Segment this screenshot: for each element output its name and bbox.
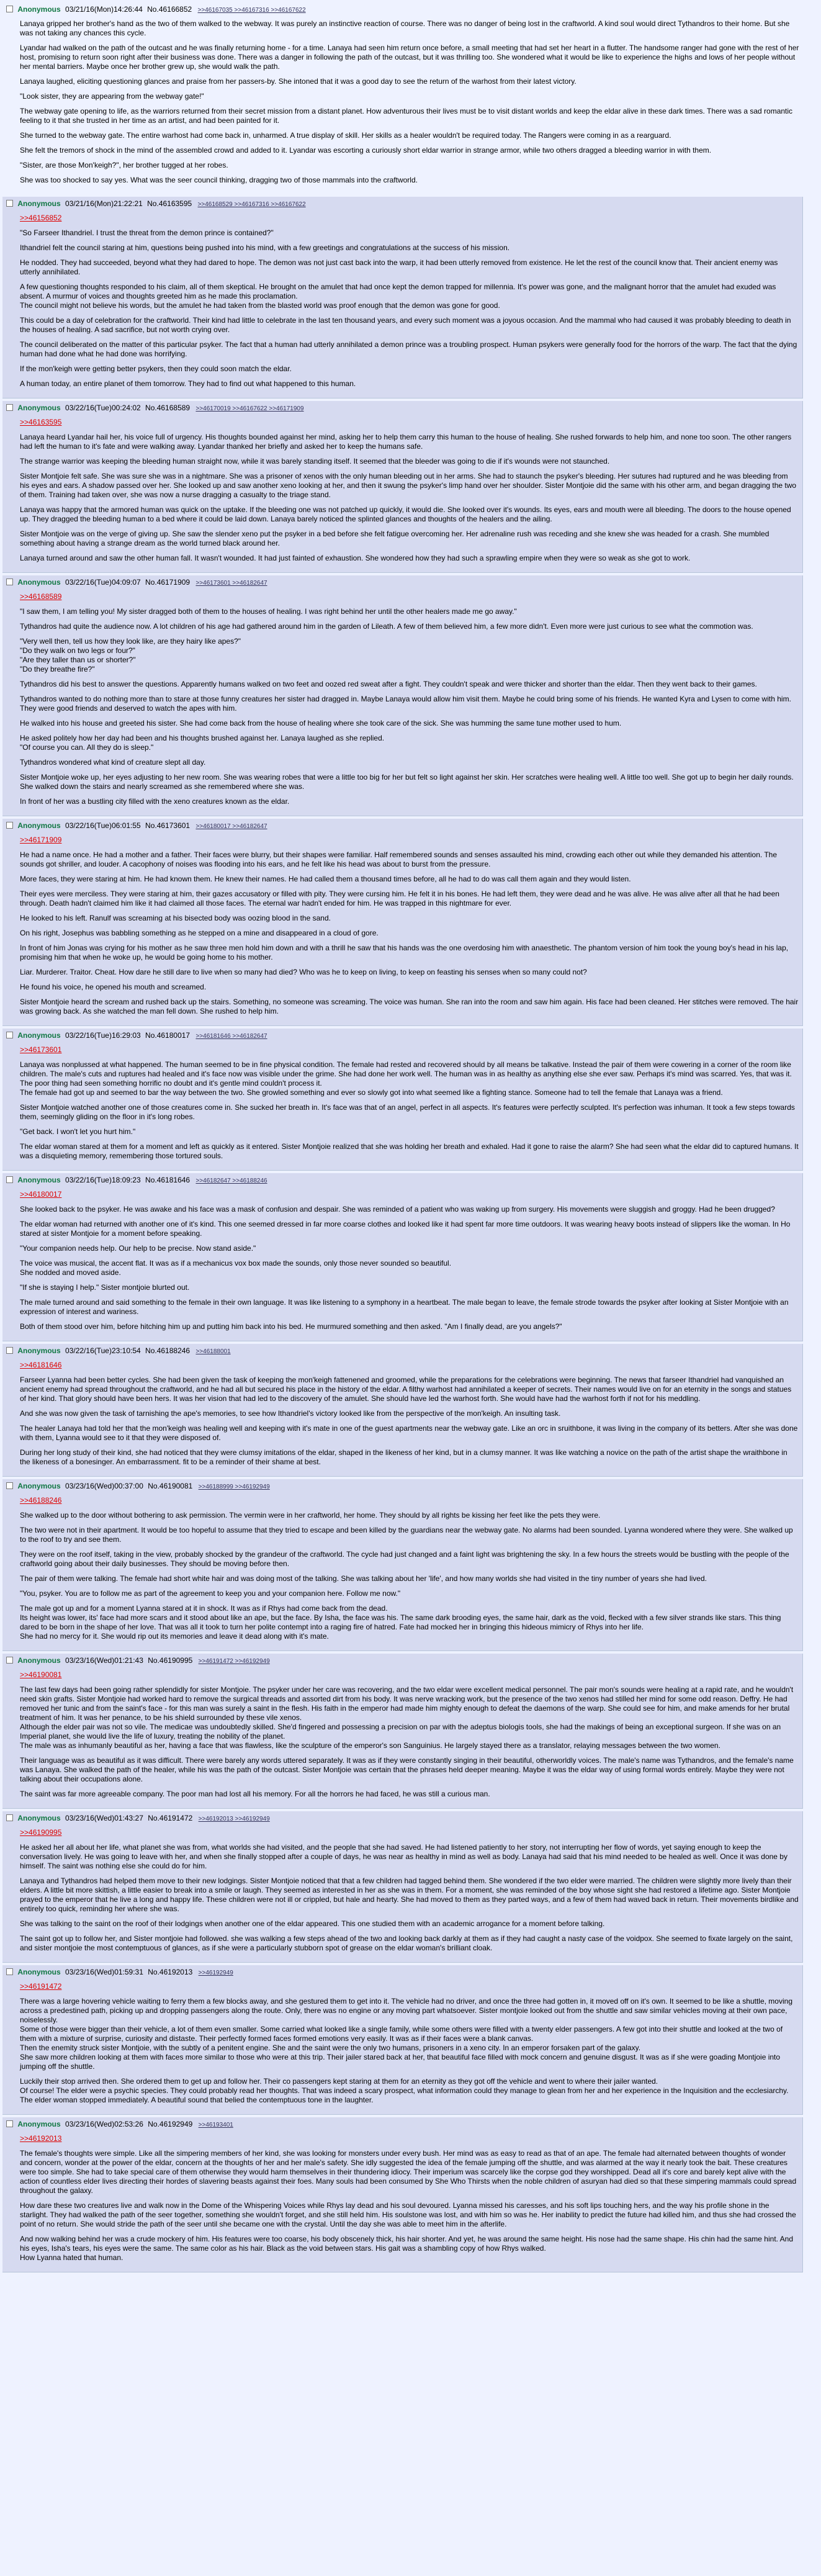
post-paragraph: Lanaya and Tythandros had helped them move to their new lodgings. Sister Montjoie noticed that that a few children had tagged behind them. She wondered if the two elder were married. The children were slightly more lively than their elders. A little bit more skittish, a little easier to break into a smile or laugh. They seemed as interested in her as she was in them. For a moment, she was reminded of the boy whose sight she had restored a lifetime ago. Sister Montjoie prayed to the emperor that he live a long and happy life. These children were not ill or crippled, but hale and hearty. She had moved to them as they parted ways, and a few of them had waved back in return. Their movements birdlike and entirely too quick, reminding her where she was. — [20, 1876, 799, 1913]
post-paragraph: "Very well then, tell us how they look like, are they hairy like apes?" "Do they walk on two legs or four?" "Are they taller than us or shorter?" "Do they breathe fire?" — [20, 637, 241, 673]
post-select-checkbox[interactable] — [6, 822, 13, 829]
post-paragraph: Lanaya was nonplussed at what happened. The human seemed to be in fine physical condition. The female had rested and recovered should by all means be talkative. Instead the pair of them were cowering in a corner of the room like children. The male's cuts and ruptures had healed and it's face now was visible under the grime. She had done her work well. The human was in as healthy as anything else she ever saw. Perhaps it's mind was scarred. Yes, that was it. The poor thing had seen something horrific no doubt and it's gentle mind couldn't process it. The female had got up and seemed to bar the way between the two. She growled something and ever so slowly got into what seemed like a fighting stance. Someone had to tell the female that Lanaya was a friend. — [20, 1060, 792, 1097]
post-number-link[interactable]: No.46191472 — [148, 1814, 193, 1822]
post-number-link[interactable]: No.46166852 — [147, 5, 192, 14]
post-datetime: 03/21/16(Mon)21:22:21 — [65, 199, 143, 208]
post-select-checkbox[interactable] — [6, 6, 13, 12]
post-paragraph: She looked back to the psyker. He was awake and his face was a mask of confusion and despair. She was reminded of a patient who was waking up from surgery. His movements were sluggish and groggy. Had he been drugged? — [20, 1205, 775, 1214]
post-datetime: 03/23/16(Wed)02:53:26 — [65, 2120, 143, 2128]
post-select-checkbox[interactable] — [6, 1347, 13, 1354]
post-number-link[interactable]: No.46192949 — [148, 2120, 193, 2128]
post-message — [20, 2134, 799, 2263]
post-paragraph: Sister Montjoie was on the verge of giving up. She saw the slender xeno put the psyker in a bed before she felt fatigue overcoming her. Her adrenaline rush was receding and she knew she was headed for a crash. She mumbled something about having a strange dream as the world turned black around her. — [20, 529, 769, 547]
poster-name: Anonymous — [17, 1346, 61, 1355]
post-header — [6, 4, 799, 16]
post-number-link[interactable]: No.46181646 — [145, 1176, 191, 1184]
post — [2, 2, 803, 194]
post-select-checkbox[interactable] — [6, 2120, 13, 2127]
post-paragraph: The last few days had been going rather splendidly for sister Montjoie. The psyker under her care was recovering, and the two eldar were excellent medical personnel. The pair mon's sounds were healing at a rapid rate, and he wouldn't need skin grafts. Sister Montjoie had worked hard to remove the surgical threads and assorted dirt from his body. It was nerve wracking work, but the presence of the two xenos had stilled her mind for some odd reason. Deffry. He had removed her tunic and from the saint's face - for this man was surely a saint in the flesh. His faith in the emperor had made him mighty enough to defeat the daemons of the warp. She could see for him, and make amends for her brutal treatment of him. It was her penance, to be his shield surrounded by these vile xenos. Although the elder pair was not so vile. The medicae was undoubtedly skilled. She'd fingered and possessing a precision on par with the adeptus biologis tools, she had the makings of being an exceptional surgeon. If she was on an Imperial planet, she would live the life of luxury, treating the nobility of the planet. The male was as inhumanly beautiful as her, having a face that was flawless, like the sculpture of the emperor's son Sanguinius. He largely stayed there as a translator, relaying messages between the two women. — [20, 1685, 794, 1750]
post-quote-link[interactable]: >>46188246 — [20, 1496, 62, 1505]
post-paragraph: Tythandros wondered what kind of creature slept all day. — [20, 758, 206, 767]
post-quote-link[interactable]: >>46180017 — [20, 1190, 62, 1199]
poster-name: Anonymous — [17, 403, 61, 412]
post-paragraph: "You, psyker. You are to follow me as part of the agreement to keep you and your companion here. Follow me now." — [20, 1589, 401, 1598]
post-select-checkbox[interactable] — [6, 1814, 13, 1821]
post-backlinks[interactable]: >>46180017 >>46182647 — [195, 823, 267, 830]
post-backlinks[interactable]: >>46173601 >>46182647 — [195, 580, 267, 587]
post — [2, 1344, 803, 1477]
post-paragraph: The healer Lanaya had told her that the mon'keigh was healing well and keeping with it's mate in one of the guest apartments near the webway gate. Like an orc in sruithbone, it was living in the company of its betters. After she was done with them, Lyanna would see to it that they were disposed of. — [20, 1424, 798, 1442]
post-datetime: 03/21/16(Mon)14:26:44 — [65, 5, 143, 14]
post-paragraph: During her long study of their kind, she had noticed that they were clumsy imitations of the eldar, shaped in the likeness of her kind, but in a clumsy manner. It was like watching a novice on the path of the artist shape the wraithbone in the likeness of a bonesinger. An embarrassment. fit to be a reminder of their shame at best. — [20, 1448, 787, 1466]
post-paragraph: The two were not in their apartment. It would be too hopeful to assume that they tried to escape and been killed by the guardians near the webway gate. No alarms had been sounded. Lyanna wondered where they were. She walked up to the roof to try and see them. — [20, 1526, 793, 1544]
post-header — [6, 1346, 799, 1357]
post-paragraph: She was talking to the saint on the roof of their lodgings when another one of the eldar appeared. This one studied them with an academic arrogance for a moment before talking. — [20, 1919, 605, 1928]
poster-name: Anonymous — [17, 1968, 61, 1976]
post-message — [20, 1496, 799, 1641]
post-paragraph: A human today, an entire planet of them tomorrow. They had to find out what happened to this human. — [20, 379, 356, 388]
post-backlinks[interactable]: >>46192013 >>46192949 — [198, 1816, 270, 1822]
post-quote-link[interactable]: >>46173601 — [20, 1045, 62, 1054]
poster-name: Anonymous — [17, 2120, 61, 2128]
post-paragraph: In front of her was a bustling city filled with the xeno creatures known as the eldar. — [20, 797, 290, 806]
post-select-checkbox[interactable] — [6, 1176, 13, 1183]
post — [2, 575, 803, 816]
post — [2, 2117, 803, 2272]
post-number-link[interactable]: No.46168589 — [145, 403, 191, 412]
post — [2, 1654, 803, 1809]
post-paragraph: A few questioning thoughts responded to his claim, all of them skeptical. He brought on the amulet that had once kept the demon trapped for millennia. It's power was gone, and the malignant horror that the amulet had exuded was absent. A murmur of voices and thoughts greeted him as he made this proclamation. The council might not believe his words, but the amulet he had taken from the blasted world was proof enough that the demon was gone for good. — [20, 282, 776, 310]
post-paragraph: In front of him Jonas was crying for his mother as he saw three men hold him down and with a thrill he saw that his hands was the one overdosing him with anaesthetic. The phantom version of him took the young boy's head in his lap, promising him that when he woke up, he would be going home to his mother. — [20, 943, 789, 961]
poster-name: Anonymous — [17, 5, 61, 14]
post-select-checkbox[interactable] — [6, 1657, 13, 1664]
post-paragraph: The webway gate opening to life, as the warriors returned from their secret mission from a distant planet. How adventurous their lives must be to visit distant worlds and keep the eldar alive in these dark times. There was a sad romantic feeling to it that she trusted in her time as an artist, and had been painted for it. — [20, 107, 793, 125]
post-message — [20, 1045, 799, 1161]
poster-name: Anonymous — [17, 1031, 61, 1040]
post — [2, 1479, 803, 1651]
post-header — [6, 403, 799, 414]
post-paragraph: Lanaya gripped her brother's hand as the two of them walked to the webway. It was purely an instinctive reaction of course. There was no danger of being lost in the craftworld. A kind soul would direct Tythandros to their home. But she was not taking any chances this cycle. — [20, 19, 790, 37]
post-datetime: 03/22/16(Tue)18:09:23 — [65, 1176, 141, 1184]
post-paragraph: He found his voice, he opened his mouth and screamed. — [20, 983, 207, 991]
poster-name: Anonymous — [17, 1656, 61, 1665]
post-message — [20, 19, 799, 185]
post-paragraph: The saint was far more agreeable company. The poor man had lost all his memory. For all the horrors he had faced, he was still a curious man. — [20, 1790, 490, 1798]
post-header — [6, 577, 799, 588]
post-datetime: 03/22/16(Tue)06:01:55 — [65, 821, 141, 830]
post-number-link[interactable]: No.46188246 — [145, 1346, 191, 1355]
post-datetime: 03/22/16(Tue)00:24:02 — [65, 403, 141, 412]
post-header — [6, 199, 799, 210]
post-number-link[interactable]: No.46190995 — [148, 1656, 193, 1665]
post-backlinks[interactable]: >>46188001 — [195, 1348, 231, 1355]
post-paragraph: How dare these two creatures live and walk now in the Dome of the Whispering Voices while Rhys lay dead and his soul devoured. Lyanna missed his caresses, and his soft lips touching hers, and the way his profile shone in the starlight. They had walked the path of the seer together, something she wouldn't forget, and she still held him. His soulstone was lost, and with him so was he. Her inability to predict the future had killed him, and thus she had crossed the point of no return. She would stride the path of the seer until she became one with the crystal. Until the day she was able to meet him in the afterlife. — [20, 2201, 796, 2228]
post-paragraph: Sister Montjoie woke up, her eyes adjusting to her new room. She was wearing robes that were a little too big for her but felt so light against her skin. Her scratches were healing well. A little too well. She got up to begin her daily rounds. She walked down the stairs and nearly screamed as she remembered where she was. — [20, 773, 794, 791]
post-select-checkbox[interactable] — [6, 200, 13, 207]
post-number-link[interactable]: No.46192013 — [148, 1968, 193, 1976]
post-header — [6, 1813, 799, 1824]
post-paragraph: The eldar woman had returned with another one of it's kind. This one seemed dressed in far more coarse clothes and looked like it had spent far more time outdoors. It was wearing heavy boots instead of slippers like the woman. In Ho stared at sister Montjoie for a moment before speaking. — [20, 1220, 791, 1238]
poster-name: Anonymous — [17, 578, 61, 587]
post-quote-link[interactable]: >>46163595 — [20, 418, 62, 426]
post-backlinks[interactable]: >>46182647 >>46188246 — [195, 1178, 267, 1184]
post-paragraph: And she was now given the task of tarnishing the ape's memories, to see how Ithandriel's victory looked like from the perspective of the mon'keigh. An insulting task. — [20, 1409, 561, 1418]
post-number-link[interactable]: No.46173601 — [145, 821, 191, 830]
post-header — [6, 2119, 799, 2130]
post-message — [20, 1670, 799, 1799]
post-paragraph: "I saw them, I am telling you! My sister dragged both of them to the houses of healing. I was right behind her until the other healers made me go away." — [20, 607, 517, 616]
post-paragraph: "Sister, are those Mon'keigh?", her brother tugged at her robes. — [20, 161, 228, 169]
post — [2, 1029, 803, 1171]
post — [2, 1173, 803, 1341]
post-paragraph: Farseer Lyanna had been better cycles. She had been given the task of keeping the mon'keigh fattenened and groomed, while the preparations for the celebrations were beginning. The news that farseer Ithandriel had vanquished an ancient enemy had spread throughout the craftworld, and he had all but secured his place in the history of the eldar. A filthy warhost had annihilated a keeper of secrets. Their names would live on for an eternity in the songs and statues of her kind. That glory should have been hers. It was her vision that had led to the discovery of the amulet. She should have led the warhost forth. She would have had the warhost forth if not for his meddling. — [20, 1376, 792, 1403]
post-paragraph: And now walking behind her was a crude mockery of him. His features were too coarse, his body obscenely thick, his hair shorter. And yet, he was around the same height. His nose had the same shape. His chin had the same hint. And his eyes, Isha's tears, his eyes were the same. The same color as his hair. Black as the void between stars. His gait was a shambling copy of how Rhys walked. How Lyanna hated that human. — [20, 2235, 794, 2262]
post-paragraph: Sister Montjoie felt safe. She was sure she was in a nightmare. She was a prisoner of xenos with the only human bleeding out in her arms. She had to staunch the psyker's bleeding. Her sutures had ruptured and he was bleeding from his eyes and ears. A shadow passed over her. She looked up and saw another xeno looking at her, and then it swung the psyker's limp hand over her shoulder. Sister Montjoie did the same with his other arm, and began dragging the two of them. Training had taken over, she was now a nurse dragging a casualty to the triage stand. — [20, 472, 797, 499]
post-paragraph: Tythandros had quite the audience now. A lot children of his age had gathered around him in the garden of Lileath. A few of them believed him, a few more didn't. Even more were just curious to see what the commotion was. — [20, 622, 753, 631]
post-paragraph: The male turned around and said something to the female in their own language. It was like listening to a symphony in a heartbeat. The male began to leave, the female strode towards the psyker after looking at Sister Montjoie with an expression of interest and wariness. — [20, 1298, 789, 1316]
post-number-link[interactable]: No.46180017 — [145, 1031, 191, 1040]
poster-name: Anonymous — [17, 1482, 61, 1490]
post-quote-link[interactable]: >>46168589 — [20, 592, 62, 601]
post-header — [6, 821, 799, 832]
post-paragraph: She turned to the webway gate. The entire warhost had come back in, unharmed. A true display of skill. Her skills as a healer wouldn't be required today. The Rangers were coming in as a rearguard. — [20, 131, 671, 140]
post-paragraph: Luckily their stop arrived then. She ordered them to get up and follow her. Their co passengers kept staring at them for an eternity as they got off the vehicle and went to where their jailer wanted. Of course! The elder were a psychic species. They could probably read her thoughts. That was indeed a scary prospect, what information could they manage to glean from her and her experience in the Inquisition and the ecclesiarchy. The elder woman stopped immediately. A beautiful sound that belied the contemptuous tone in the laughter. — [20, 2077, 789, 2104]
post-backlinks[interactable]: >>46188999 >>46192949 — [198, 1484, 270, 1490]
post-paragraph: He walked into his house and greeted his sister. She had come back from the house of healing where she took care of the sick. She was humming the same tune mother used to hum. — [20, 719, 622, 727]
post-paragraph: The pair of them were talking. The female had short white hair and was doing most of the talking. She was talking about her 'life', and how many worlds she had visited in the tiny number of years she had lived. — [20, 1574, 707, 1583]
post-quote-link[interactable]: >>46181646 — [20, 1361, 62, 1369]
post-paragraph: Tythandros wanted to do nothing more than to stare at those funny creatures her sister had dragged in. Maybe Lanaya would allow him visit them. Maybe he could bring some of his friends. He wanted Kyra and Lysen to come with him. They were good friends and deserved to watch the apes with him. — [20, 695, 791, 713]
post-paragraph: She walked up to the door without bothering to ask permission. The vermin were in her craftworld, her home. They should by all rights be kissing her feet like the pets they were. — [20, 1511, 601, 1520]
post-paragraph: Sister Montjoie heard the scream and rushed back up the stairs. Something, no someone was screaming. The voice was human. She ran into the room and saw him again. His face had been cleaned. Her stitches were removed. The hair was growing back. As she watched the man fell down. She rushed to help him. — [20, 998, 799, 1016]
post-paragraph: Lanaya laughed, eliciting questioning glances and praise from her passers-by. She intoned that it was a good day to see the return of the warhost from their latest victory. — [20, 77, 576, 86]
post-message — [20, 418, 799, 563]
post-paragraph: The eldar woman stared at them for a moment and left as quickly as it entered. Sister Montjoie realized that she was holding her breath and exhaled. Had it gone to raise the alarm? She had seen what the eldar did to captured humans. It was a disquieting memory, remembering those tortured souls. — [20, 1142, 799, 1160]
post-message — [20, 1190, 799, 1331]
post-paragraph: Lanaya heard Lyandar hail her, his voice full of urgency. His thoughts bounded against her mind, asking her to help them carry this human to the house of healing. She rushed forwards to help him, and none too soon. The other rangers had left the human to it's fate and were walking away. Lyandar thanked her briefly and asked her to keep the humans safe. — [20, 433, 792, 451]
poster-name: Anonymous — [17, 821, 61, 830]
post-backlinks[interactable]: >>46170019 >>46167622 >>46171909 — [195, 405, 304, 412]
post-paragraph: Both of them stood over him, before hitching him up and putting him back into his bed. He murmured something and then asked. "Am I finally dead, are you angels?" — [20, 1322, 562, 1331]
post-datetime: 03/22/16(Tue)04:09:07 — [65, 578, 141, 587]
post-paragraph: The saint got up to follow her, and Sister montjoie had followed. she was walking a few steps ahead of the two and looking back darkly at them as if they had caught a nasty case of the voidpox. She seemed to fixate largely on the saint, and sister montjoie the most contemptuous of glances, as if she were a particularly stubborn spot of grease on the eldar woman's brilliant cloak. — [20, 1934, 793, 1952]
post — [2, 197, 803, 399]
post-paragraph: Their eyes were merciless. They were staring at him, their gazes accusatory or filled with pity. They were cursing him. He felt it in his bones. He had left them, they were dead and he was alive. He was alive after all that he had been through. Death hadn't claimed him like it had claimed all those faces. The eternal war hadn't ended for him. He was trapped in this nightmare for ever. — [20, 889, 779, 907]
post — [2, 1965, 803, 2115]
post-paragraph: "Get back. I won't let you hurt him." — [20, 1127, 136, 1136]
poster-name: Anonymous — [17, 1176, 61, 1184]
post-paragraph: Lanaya was happy that the armored human was quick on the uptake. If the bleeding one was not patched up quickly, it would die. She looked over it's wounds. Its eyes, ears and mouth were all bleeding. The doors to the house opened up. They dragged the bleeding human to a bed where it could be laid down. Lanaya barely noticed the splinted glances and thoughts of the healers and the ailing. — [20, 505, 791, 523]
post-paragraph: He asked politely how her day had been and his thoughts brushed against her. Lanaya laughed as she replied. "Of course you can. All they do is sleep." — [20, 734, 385, 752]
post-paragraph: The strange warrior was keeping the bleeding human straight now, while it was barely standing itself. It seemed that the bleeder was going to die if it's wounds were not staunched. — [20, 457, 610, 466]
post-header — [6, 1175, 799, 1186]
post-paragraph: This could be a day of celebration for the craftworld. Their kind had little to celebrate in the last ten thousand years, and every such moment was a joyous occasion. And the mammal who had caused it was probably bleeding to death in the houses of healing. A sad sacrifice, but not worth crying over. — [20, 316, 791, 334]
post-paragraph: They were on the roof itself, taking in the view, probably shocked by the grandeur of the craftworld. The cycle had just changed and a faint light was brightening the sky. In a few hours the streets would be bustling with the people of the craftworld going about their daily businesses. They should be moving before then. — [20, 1550, 789, 1568]
post-datetime: 03/22/16(Tue)16:29:03 — [65, 1031, 141, 1040]
post-paragraph: If the mon'keigh were getting better psykers, then they could soon match the eldar. — [20, 364, 292, 373]
post-datetime: 03/23/16(Wed)01:43:27 — [65, 1814, 143, 1822]
post-paragraph: Ithandriel felt the council staring at him, questions being pushed into his mind, with a few greetings and congratulations at the success of his mission. — [20, 243, 510, 252]
post-quote-link[interactable]: >>46190081 — [20, 1670, 62, 1679]
post-paragraph: He had a name once. He had a mother and a father. Their faces were blurry, but their shapes were familiar. Half remembered sounds and senses assaulted his mind, crowding each other out while they demanded his attention. The sounds got shriller, and louder. A cacophony of noises was flooding into his ears, and he felt like his head was about to burst from the pressure. — [20, 850, 778, 868]
post-paragraph: Tythandros did his best to answer the questions. Apparently humans walked on two feet and oozed red sweat after a fight. They couldn't speak and were thicker and shorter than the eldar. Then they went back to their games. — [20, 680, 757, 688]
post-datetime: 03/22/16(Tue)23:10:54 — [65, 1346, 141, 1355]
post-backlinks[interactable]: >>46192949 — [198, 1970, 233, 1976]
post-header — [6, 1967, 799, 1978]
post-number-link[interactable]: No.46190081 — [148, 1482, 193, 1490]
post-quote-link[interactable]: >>46192013 — [20, 2134, 62, 2143]
post-paragraph: The council deliberated on the matter of this particular psyker. The fact that a human had utterly annihilated a demon prince was a troubling prospect. Human psykers were generally food for the horrors of the warp. The fact that the dying human had done what he had done was horrifying. — [20, 340, 797, 358]
post-backlinks[interactable]: >>46167035 >>46167316 >>46167622 — [197, 7, 306, 14]
post — [2, 819, 803, 1026]
post-paragraph: He nodded. They had succeeded, beyond what they had dared to hope. The demon was not just cast back into the warp, it had been utterly removed from existence. He let the rest of the council know that. Their ancient enemy was utterly annihilated. — [20, 258, 778, 276]
post-paragraph: Liar. Murderer. Traitor. Cheat. How dare he still dare to live when so many had died? Who was he to keep on living, to keep on feasting his senses when so many could not? — [20, 968, 587, 976]
post-message — [20, 214, 799, 389]
post-datetime: 03/23/16(Wed)01:59:31 — [65, 1968, 143, 1976]
post-paragraph: "So Farseer Ithandriel. I trust the threat from the demon prince is contained?" — [20, 228, 274, 237]
post-paragraph: The female's thoughts were simple. Like all the simpering members of her kind, she was looking for monsters under every bush. Her mind was as easy to read as that of an ape. The female had alternated between thoughts of wonder and concern, wonder at the power of the eldar, concern at the thoughts of her and her male's safety. She idly suggested the idea of the female jumping off the shuttle, and was alarmed at the way it nearly took the bait. These creatures were too simple. She had to take special care of them otherwise they would harm themselves in their thundering idiocy. Their imperium was scarcely like the corpse god they worshipped. Dead all it's core and barely kept alive with the action of countless elder lives directing their hordes of slavering beasts against their foes. Many souls had been consumed by She Who Thirsts when the noble children of asuryan had died so that these simpering mammals could spread throughout the galaxy. — [20, 2149, 797, 2195]
post-number-link[interactable]: No.46163595 — [147, 199, 192, 208]
post-header — [6, 1030, 799, 1042]
post-paragraph: "Look sister, they are appearing from the webway gate!" — [20, 92, 204, 101]
post-quote-link[interactable]: >>46191472 — [20, 1982, 62, 1991]
post — [2, 1811, 803, 1963]
post-paragraph: He asked her all about her life, what planet she was from, what worlds she had visited, and the people that she had saved. He had listened patiently to her story, not interrupting her flow of words, yet saying enough to keep the conversation lively. He was going to leave with her, and when she finally stopped after a couple of days, he was near as healthy in mind as well as body. Lanaya had said that his mind needed to be healed as well. Once it was done by himself. The saint was nothing else she could do for him. — [20, 1843, 787, 1870]
post-select-checkbox[interactable] — [6, 1968, 13, 1975]
post-backlinks[interactable]: >>46191472 >>46192949 — [198, 1658, 270, 1665]
post-paragraph: On his right, Josephus was babbling something as he stepped on a mine and disappeared in a cloud of gore. — [20, 929, 379, 937]
post-paragraph: Their language was as beautiful as it was difficult. There were barely any words uttered separately. It was as if they were constantly singing in their beautiful, otherworldly voices. The male's name was Tythandros, and the female's name was Lanaya. She walked the path of the healer, while his was the path of the outcast. Sister Montjoie was certain that the phrases held deeper meaning. Maybe it was the eldar way of using formal words entirely. Maybe they were not talking about their occupations alone. — [20, 1756, 794, 1783]
post-select-checkbox[interactable] — [6, 1032, 13, 1038]
post-paragraph: "Your companion needs help. Our help to be precise. Now stand aside." — [20, 1244, 256, 1253]
post-paragraph: She was too shocked to say yes. What was the seer council thinking, dragging two of those mammals into the craftworld. — [20, 176, 418, 184]
post-paragraph: She felt the tremors of shock in the mind of the assembled crowd and added to it. Lyandar was escorting a curiously short eldar warrior in strange armor, while two others dragged a bleeding warrior in with them. — [20, 146, 712, 155]
post-paragraph: Lyandar had walked on the path of the outcast and he was finally returning home - for a time. Lanaya had seen him return once before, a small meeting that had set her heart in a flutter. The handsome ranger had gone with the rest of her host, promising to return soon right after their business was done. There was a danger in following the path of the outcast, but it was thrilling too. She wondered what it would be like to experience the highs and lows of her people without her mental barriers. Maybe once her brother grew up, she would walk the path. — [20, 43, 799, 71]
post-paragraph: The voice was musical, the accent flat. It was as if a mechanicus vox box made the sounds, only those never sounded so beautiful. She nodded and moved aside. — [20, 1259, 452, 1277]
post-paragraph: He looked to his left. Ranulf was screaming at his bisected body was oozing blood in the sand. — [20, 914, 331, 922]
post-paragraph: Lanaya turned around and saw the other human fall. It wasn't wounded. It had just fainted of exhaustion. She wondered how they had such a sprawling empire when they were so weak as she got to work. — [20, 554, 691, 562]
post-paragraph: "If she is staying I help." Sister montjoie blurted out. — [20, 1283, 190, 1292]
post-message — [20, 1982, 799, 2105]
post-quote-link[interactable]: >>46190995 — [20, 1828, 62, 1837]
post-header — [6, 1481, 799, 1492]
poster-name: Anonymous — [17, 199, 61, 208]
post-paragraph: The male got up and for a moment Lyanna stared at it in shock. It was as if Rhys had come back from the dead. Its height was lower, its' face had more scars and it stood about like an ape, but the face. By Isha, the face was his. The same dark brooding eyes, the same hair, dark as the void, flecked with a few silver strands like stars. This thing dared to be born in the shape of her love. That was all it took to turn her polite contempt into a raging fire of hatred. Fate had mocked her in bringing this hideous mimicry of Rhys into her life. She had no mercy for it. She would rip out its memories and leave it dead along with it's mate. — [20, 1604, 781, 1641]
post-backlinks[interactable]: >>46181646 >>46182647 — [195, 1033, 267, 1040]
post-quote-link[interactable]: >>46171909 — [20, 835, 62, 844]
post-select-checkbox[interactable] — [6, 579, 13, 585]
post-backlinks[interactable]: >>46193401 — [198, 2122, 233, 2128]
post-message — [20, 1828, 799, 1953]
post-message — [20, 835, 799, 1016]
post-quote-link[interactable]: >>46156852 — [20, 214, 62, 222]
post-number-link[interactable]: No.46171909 — [145, 578, 191, 587]
post-paragraph: Sister Montjoie watched another one of those creatures come in. She sucked her breath in. It's face was that of an angel, perfect in all aspects. It's features were perfectly sculpted. It's perfection was inhuman. It took a few steps towards them, seemingly gliding on the floor in it's long robes. — [20, 1103, 795, 1121]
post-datetime: 03/23/16(Wed)00:37:00 — [65, 1482, 143, 1490]
post-backlinks[interactable]: >>46168529 >>46167316 >>46167622 — [197, 201, 306, 208]
poster-name: Anonymous — [17, 1814, 61, 1822]
post-paragraph: More faces, they were staring at him. He had known them. He knew their names. He had called them a thousand times before, all he had to do was call them again and they would listen. — [20, 875, 631, 883]
post-message — [20, 1361, 799, 1467]
post-select-checkbox[interactable] — [6, 404, 13, 411]
post — [2, 401, 803, 573]
post-datetime: 03/23/16(Wed)01:21:43 — [65, 1656, 143, 1665]
post-message — [20, 592, 799, 806]
post-paragraph: There was a large hovering vehicle waiting to ferry them a few blocks away, and she gestured them to get into it. The vehicle had no driver, and once the three had gotten in, it moved off on it's own. It seemed to be like a shuttle, moving across a predestined path, picking up and dropping passengers along the route. Only, there was no engine or any moving part whatsoever. Sister montjoie looked out from the shuttle and saw similar vehicles moving at their own pace, noiselessly. Some of those were bigger than their vehicle, a lot of them even smaller. Some carried what looked like a single family, while some others were filled with a twenty elder passengers. A few got into their shuttle and looked at the two of them with a mixture of surprise, curiosity and distaste. Their perfectly formed faces formed emotions very easily. It was as if their faces were a blank canvas. Then the enemity struck sister Montjoie, with the subtly of a penitent engine. She and the saint were the only two humans, prisoners in a xeno city. In an emperor forsaken part of the galaxy. She saw more children looking at them with faces more similar to those who were at this trip. Their jailer stared back at her, that beautiful face filled with mock concern and genuine disgust. It was as if she were goading Montjoie into jumping off the shuttle. — [20, 1997, 792, 2071]
post-header — [6, 1655, 799, 1667]
post-select-checkbox[interactable] — [6, 1482, 13, 1489]
